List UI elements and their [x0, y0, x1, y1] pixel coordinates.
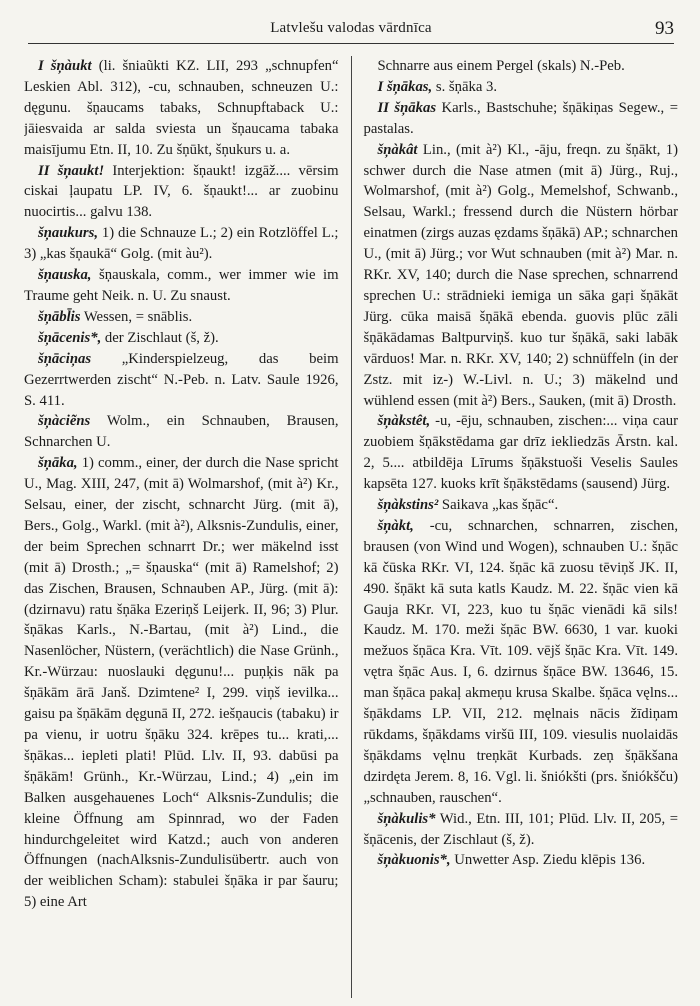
entry: šņàkt, -cu, schnarchen, schnarren, zischen, brausen (von Wind und Wogen), schnauben U.: šņāc kā čūska RKr. VI, 124. šņāc kā zuosu tēviņš JK. II, 490. šņākt kā suta katls Kaudz. M. 22. šņāc vien kā Gauja RKr. VI, 223, kuo tu šņāc vienādi kā sils! Kaudz. M. 170. meži šņāc BW. 6630, 1 var. kuoki mežuos šņāca Kra. Vīt. 109. vējš šņāc Kra. Vīt. 149. vętra šņāc Aus. I, 6. dzirnus šņāce BW. 13646, 15. man šņāca pakaļ akmeņu krusa Skalbe. šņāca vęlns... šņākdams LP. VII, 212. męlnais nācis žīdiņam rūkdams, šņākdams viršū III, 109. viesulis nuolaidās šņākdams vęlnu treņkāt Kurbads. zeņ šņākšana dzirdęta Jerem. 8, 16. Vgl. li. šniókšti (prs. šniókšču) „schnauben, rauschen“. [363, 517, 678, 806]
entry: šņauska, šņauskala, comm., wer immer wie im Traume geht Neik. n. U. Zu snaust. [24, 267, 339, 304]
entry: II šņaukt! Interjektion: šņaukt! izgāž.... vērsim ciskai ļaupatu LP. IV, 6. šņaukt!... ar zuobinu nuocirtis... galvu 138. [24, 162, 339, 221]
left-column [24, 56, 351, 998]
columns [24, 56, 678, 998]
entry: Schnarre aus einem Pergel (skals) N.-Peb. [377, 58, 625, 74]
running-title: Latvlešu valodas vārdnīca [270, 20, 432, 36]
entry: I šņākas, s. šņāka 3. [377, 78, 498, 95]
entry: II šņākas Karls., Bastschuhe; šņākiņas Segew., = pastalas. [363, 99, 678, 137]
entry: šņaukurs, 1) die Schnauze L.; 2) ein Rotzlöffel L.; 3) „kas šņaukā“ Golg. (mit àu²). [24, 225, 339, 263]
page-header [24, 0, 678, 44]
entry: šņàkstêt, -u, -ēju, schnauben, zischen:... viņa caur zuobiem šņākstēdama gar drīz iekliedzās Ārstn. kal. 2, 5.... atbildēja Līrums šņākstuoši Veselis Saules kapsēta 127. kuoks krīt šņākstēdams (sausend) Jürg. [363, 413, 678, 493]
right-column [352, 56, 679, 998]
entry: šņàciẽns Wolm., ein Schnauben, Brausen, Schnarchen U. [24, 413, 339, 451]
entry: šņāka, 1) comm., einer, der durch die Nase spricht U., Mag. XIII, 247, (mit ā) Wolmarshof, (mit à²) Kr., Selsau, einer, der zischt, schnarcht Jürg. (mit ā), Bers., Golg., Warkl. (mit à²), Alksnis-Zundulis, einer, der beim Sprechen schnarrt Dr.; wer mäkelnd isst (mit ā) Drosth.; „= šņauska“ (mit ā) Ramelshof; 2) das Zischen, Brausen, Schnauben AP., Jürg. (mit ā): (dzirnavu) ratu šņāka Ezeriņš Leijerk. II, 96; 3) Plur. šņākas Karls., N.-Bartau, (mit à²) Lind., die Nasenlöcher, Nüstern, (verächtlich) die Nase Grünh., Kr.-Würzau: nuoslauki dęgunu!... puņķis nāk pa šņākām ārā Janš. Dzimtene² I, 299. viņš ievilka... gaisu pa šņākām dęgunā II, 272. iešņaucis (tabaku) ir pa vienu, ir uotru šņāku 324. krēpes tu... krati,... šņākas... iepleti plati! Plūd. Llv. II, 93. dabūsi pa šņākām! Grünh., Kr.-Würzau, Lind.; 4) „ein im Balken ausgehauenes Loch“ Alksnis-Zundulis; die kleine Öffnung am Spinnrad, wo der Faden hindurchgeleitet wird Katzd.; auch von anderen Öffnungen (nachAlksnis-Zundulisübertr. auch von der weiblichen Scham): stabulei šņāka ir par šauru; 5) eine Art [24, 455, 339, 911]
entry: šņābl̄is Wessen, = snāblis. [38, 308, 193, 325]
entry: šņàkstins² Saikava „kas šņāc“. [377, 497, 559, 514]
entry: šņāciņas „Kinderspielzeug, das beim Gezerrtwerden zischt“ N.-Peb. n. Latv. Saule 1926, S. 411. [24, 350, 339, 409]
entry: šņàkât Lin., (mit à²) Kl., -āju, freqn. zu šņākt, 1) schwer durch die Nase atmen (mit ā) Jürg., Ruj., Wolmarshof, (mit à²) Golg., Memelshof, Schwanb., Selsau, Warkl.; fressend durch die Nüstern hörbar einatmen (zirgs auzas ęzdams šņākā) AP.; schnarchen U., (mit ā) Jürg.; vor Wut schnauben (mit à²) Mar. n. RKr. XV, 140; durch die Nase sprechen, schnarrend sprechen U.: strādnieki iemiga un sāka gaŗi šņākāt Jürg. cūka maisā šņākā ebenda. guovis plūc zāli šņākādamas Baltpurviņš. kuo tur šņākā, saki labāk vārduos! Mar. n. RKr. XV, 140; 2) schnüffeln (in der Zstz. mit iz-) W.-Livl. n. U.; 3) mäkelnd und wühlend essen (mit à²) Bers., Sauken, (mit ā) Drosth. [363, 141, 678, 409]
entry: šņàkuonis*, Unwetter Asp. Ziedu klēpis 136. [377, 852, 646, 869]
entry: šņācenis*, der Zischlaut (š, ž). [38, 329, 219, 346]
page-number: 93 [655, 18, 674, 39]
header-rule [28, 43, 674, 44]
entry: šņàkulis* Wid., Etn. III, 101; Plūd. Llv. II, 205, = šņācenis, der Zischlaut (š, ž). [363, 810, 678, 848]
entry: I šņàukt (li. šniaũkti KZ. LII, 293 „schnupfen“ Leskien Abl. 312), -cu, schnauben, schneuzen U.: dęgunu. šņaucams tabaks, Schnupftaback U.: jāiesvaida ar salda sviesta un šņaucama tabaka maisījumu Etn. II, 10. Zu šņūkt, šņukurs u. a. [24, 58, 339, 158]
